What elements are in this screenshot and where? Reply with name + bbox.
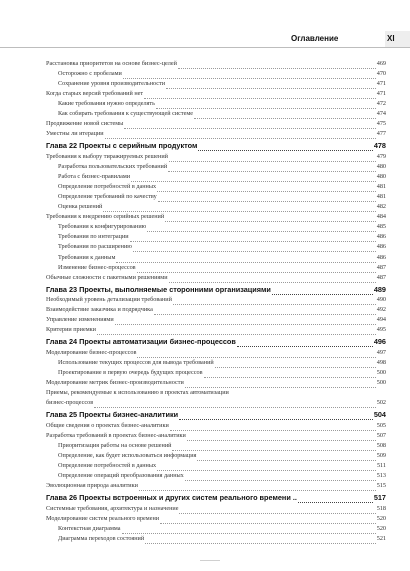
toc-leader-dots [116, 257, 375, 263]
toc-entry [58, 70, 386, 80]
toc-entry-title: Моделирование бизнес-процессов [46, 349, 137, 357]
toc-page-number: 513 [376, 472, 386, 480]
toc-entry-title: Диаграмма переходов состояний [58, 535, 145, 543]
toc-entry [58, 462, 386, 472]
toc-entry-title: Определение операций преобразования данных [58, 472, 184, 480]
toc-entry [58, 359, 386, 369]
toc-entry [46, 389, 386, 399]
toc-entry-title: Расстановка приоритетов на основе бизнес-целей [46, 60, 177, 67]
toc-leader-dots [94, 402, 376, 408]
toc-entry [58, 369, 386, 379]
toc-entry-title: Приемы, рекомендуемые к использованию в проектах автоматизации [46, 389, 229, 397]
toc-leader-dots [137, 352, 375, 358]
toc-entry-title: Разработка требований в проектах бизнес-аналитики [46, 432, 186, 439]
toc-entry [58, 223, 386, 233]
toc-leader-dots [157, 186, 376, 192]
toc-page-number: 474 [376, 110, 386, 118]
toc-page-number: 471 [376, 90, 386, 98]
toc-entry [46, 306, 386, 316]
toc-entry-title: Глава 23 Проекты, выполняемые сторонними организациями [46, 284, 271, 294]
toc-entry-title: Глава 24 Проекты автоматизации бизнес-процессов [46, 337, 236, 347]
toc-leader-dots [198, 145, 372, 151]
toc-page-number: 482 [376, 203, 386, 211]
toc-leader-dots [215, 362, 376, 368]
toc-leader-dots [144, 93, 376, 99]
toc-entry-title: Как собирать требования к существующей системе [58, 110, 193, 118]
toc-entry-title: Глава 22 Проекты с серийным продуктом [46, 141, 198, 151]
toc-entry [58, 442, 386, 452]
toc-page-number: 507 [376, 432, 386, 439]
toc-page-number: 477 [376, 130, 386, 138]
toc-leader-dots [154, 309, 376, 315]
toc-page-number: 478 [373, 141, 386, 151]
toc-entry-title: Разработка пользовательских требований [58, 163, 168, 171]
toc-leader-dots [168, 166, 376, 172]
toc-entry [58, 452, 386, 462]
toc-entry-title: Изменение бизнес-процессов [58, 263, 136, 271]
toc-page-number: 475 [376, 120, 386, 128]
toc-entry [58, 472, 386, 482]
toc-entry-title: Когда старых версий требований нет [46, 90, 144, 98]
toc-leader-dots [169, 156, 376, 162]
toc-page-number: 487 [376, 273, 386, 281]
toc-leader-dots [124, 123, 375, 129]
toc-page-number: 517 [373, 493, 386, 503]
toc-entry [46, 326, 386, 336]
toc-entry [46, 153, 386, 163]
toc-entry-title: Контекстная диаграмма [58, 525, 121, 532]
toc-leader-dots [197, 455, 375, 461]
toc-entry-title: Управление изменениями [46, 316, 114, 324]
toc-page-number: 500 [376, 379, 386, 387]
toc-entry-title: Определение потребностей в данных [58, 462, 157, 470]
toc-leader-dots [170, 425, 376, 431]
header-page-number: XI [387, 34, 395, 43]
toc-leader-dots [97, 329, 376, 335]
toc-entry [58, 525, 386, 535]
toc-entry [58, 163, 386, 173]
toc-entry [58, 193, 386, 203]
toc-leader-dots [172, 445, 375, 451]
toc-entry-title: Требования по расширению [58, 243, 132, 251]
toc-page-number: 504 [373, 410, 386, 420]
toc-entry-title: Взаимодействие заказчика и подрядчика [46, 306, 153, 314]
toc-entry [58, 264, 386, 274]
toc-page-number: 479 [376, 153, 386, 160]
toc-chapter-heading [46, 141, 386, 153]
toc-entry [46, 379, 386, 389]
toc-page-number: 505 [376, 421, 386, 429]
toc-page-number: 484 [376, 213, 386, 221]
toc-page-number: 494 [376, 316, 386, 324]
toc-entry-title: Использование текущих процессов для вывода требований [58, 359, 214, 367]
toc-entry-title: Глава 26 Проекты встроенных и других систем реального времени .. [46, 493, 297, 503]
toc-entry-title: Сохранение уровня производительности [58, 80, 166, 88]
toc-page-number: 469 [376, 60, 386, 67]
toc-page-number: 481 [376, 183, 386, 191]
toc-entry-title: Продвижение новой системы [46, 120, 124, 128]
toc-page-number: 480 [376, 163, 386, 171]
toc-page-number: 486 [376, 243, 386, 251]
toc-entry [46, 296, 386, 306]
toc-entry [46, 120, 386, 130]
toc-entry [46, 90, 386, 100]
toc-entry-title: Обычные сложности с пакетными решениями [46, 273, 168, 281]
toc-leader-dots [133, 246, 376, 252]
toc-chapter-heading [46, 493, 386, 505]
toc-entry-title: Осторожно с пробелами [58, 70, 122, 78]
toc-leader-dots [130, 236, 376, 242]
toc-page-number: 486 [376, 253, 386, 261]
toc-page-number: 509 [376, 452, 386, 460]
toc-page-number: 521 [376, 535, 386, 543]
toc-entry-title: Определение потребностей в данных [58, 183, 157, 191]
toc-leader-dots [105, 133, 376, 139]
toc-entry [46, 432, 386, 442]
toc-leader-dots [185, 382, 376, 388]
toc-leader-dots [272, 289, 373, 295]
toc-leader-dots [179, 414, 373, 420]
toc-entry-title: Моделирование метрик бизнес-производительности [46, 379, 184, 387]
toc-entry [58, 100, 386, 110]
header-title: Оглавление [291, 34, 339, 43]
toc-entry-title: Приоритизация работы на основе решений [58, 442, 172, 450]
toc-entry [46, 399, 386, 409]
toc-page-number: 515 [376, 482, 386, 490]
toc-entry [46, 505, 386, 515]
toc-page-number: 495 [376, 326, 386, 334]
toc-chapter-heading [46, 285, 386, 297]
toc-leader-dots [204, 372, 376, 378]
toc-entry-title: Работа с бизнес-правилами [58, 173, 131, 181]
toc-page-number: 490 [376, 296, 386, 304]
toc-entry-title: Проектирование в первую очередь будущих процессов [58, 369, 203, 377]
toc-entry-title: Уместны ли итерации [46, 130, 104, 138]
toc-entry [46, 130, 386, 140]
toc-entry-title: Оценка решений [58, 203, 103, 211]
toc-entry [46, 482, 386, 492]
toc-leader-dots [169, 277, 376, 283]
toc-page-number: 492 [376, 306, 386, 314]
toc-page-number: 471 [376, 80, 386, 88]
toc-page-number: 508 [376, 442, 386, 450]
toc-chapter-heading [46, 410, 386, 422]
toc-page-number: 500 [376, 369, 386, 377]
toc-page-number: 511 [376, 462, 386, 470]
toc-leader-dots [145, 538, 376, 544]
toc-entry [58, 233, 386, 243]
toc-page-number: 518 [376, 504, 386, 512]
toc-leader-dots [185, 475, 376, 481]
toc-entry [46, 60, 386, 70]
toc-page-number: 486 [376, 233, 386, 241]
toc-entry [46, 349, 386, 359]
toc-entry-title: Требования к выбору тиражируемых решений [46, 153, 168, 160]
toc-entry [58, 243, 386, 253]
toc-entry [46, 422, 386, 432]
toc-page-number: 480 [376, 173, 386, 181]
toc-page-number: 481 [376, 193, 386, 201]
toc-leader-dots [298, 497, 373, 503]
toc-entry-title: Требования к внедрению серийных решений [46, 213, 165, 221]
toc-leader-dots [115, 319, 376, 325]
toc-leader-dots [165, 216, 376, 222]
toc-leader-dots [158, 196, 376, 202]
toc-page-number: 472 [376, 100, 386, 108]
toc-entry-title: Глава 25 Проекты бизнес-аналитики [46, 410, 179, 420]
toc-entry-title: Общие сведения о проектах бизнес-аналитики [46, 421, 169, 429]
toc-leader-dots [173, 299, 376, 305]
toc-entry [58, 80, 386, 90]
toc-page-number: 498 [376, 359, 386, 367]
toc-leader-dots [103, 206, 375, 212]
toc-page-number: 520 [376, 514, 386, 522]
toc-leader-dots [122, 528, 376, 534]
toc-page-number: 520 [376, 525, 386, 532]
toc-leader-dots [178, 63, 376, 69]
toc-leader-dots [237, 341, 373, 347]
toc-entry-title: Критерии приемки [46, 326, 96, 334]
toc-leader-dots [194, 113, 376, 119]
toc-leader-dots [131, 176, 376, 182]
toc-leader-dots [137, 267, 376, 273]
toc-entry-title: Необходимый уровень детализации требований [46, 296, 172, 304]
toc-entry [46, 213, 386, 223]
toc-entry-title: Какие требования нужно определять [58, 100, 155, 108]
toc-page-number: 487 [376, 263, 386, 271]
toc-page-number: 502 [376, 399, 386, 407]
toc-chapter-heading [46, 337, 386, 349]
header-divider [0, 47, 410, 48]
toc-entry [58, 535, 386, 545]
toc-leader-dots [156, 103, 376, 109]
toc-page-number: 485 [376, 223, 386, 231]
toc-entry-title: Требования по интеграции [58, 233, 129, 241]
toc-page-number: 497 [376, 349, 386, 357]
toc-page-number: 489 [373, 284, 386, 294]
toc-entry-title: Эволюционная природа аналитики [46, 482, 138, 490]
toc-leader-dots [123, 73, 376, 79]
toc-entry [46, 316, 386, 326]
toc-entry-title: бизнес-процессов [46, 399, 94, 407]
toc-entry-title: Определение требований по качеству [58, 193, 157, 201]
toc-leader-dots [157, 465, 376, 471]
toc-entry-title: Определение, как будет использоваться информация [58, 452, 197, 460]
toc-entry-title: Требования к конфигурированию [58, 223, 147, 231]
toc-page-number: 496 [373, 337, 386, 347]
toc-entry-title: Требования к данным [58, 253, 116, 261]
toc-leader-dots [166, 83, 376, 89]
toc-entry-title: Системные требования, архитектура и назначение [46, 504, 179, 512]
page-header [0, 31, 410, 48]
footer-divider [200, 560, 220, 561]
toc-entry-title: Моделирование систем реального времени [46, 514, 160, 522]
toc-entry [58, 173, 386, 183]
toc-entry [46, 274, 386, 284]
toc-page-number: 470 [376, 70, 386, 78]
toc-entry [58, 110, 386, 120]
toc-leader-dots [147, 226, 375, 232]
toc-leader-dots [139, 485, 376, 491]
toc-leader-dots [187, 435, 376, 441]
toc-leader-dots [160, 518, 376, 524]
toc-entry [58, 254, 386, 264]
toc-entry [58, 203, 386, 213]
toc-leader-dots [179, 508, 375, 514]
toc-entry [58, 183, 386, 193]
toc-entry [46, 515, 386, 525]
